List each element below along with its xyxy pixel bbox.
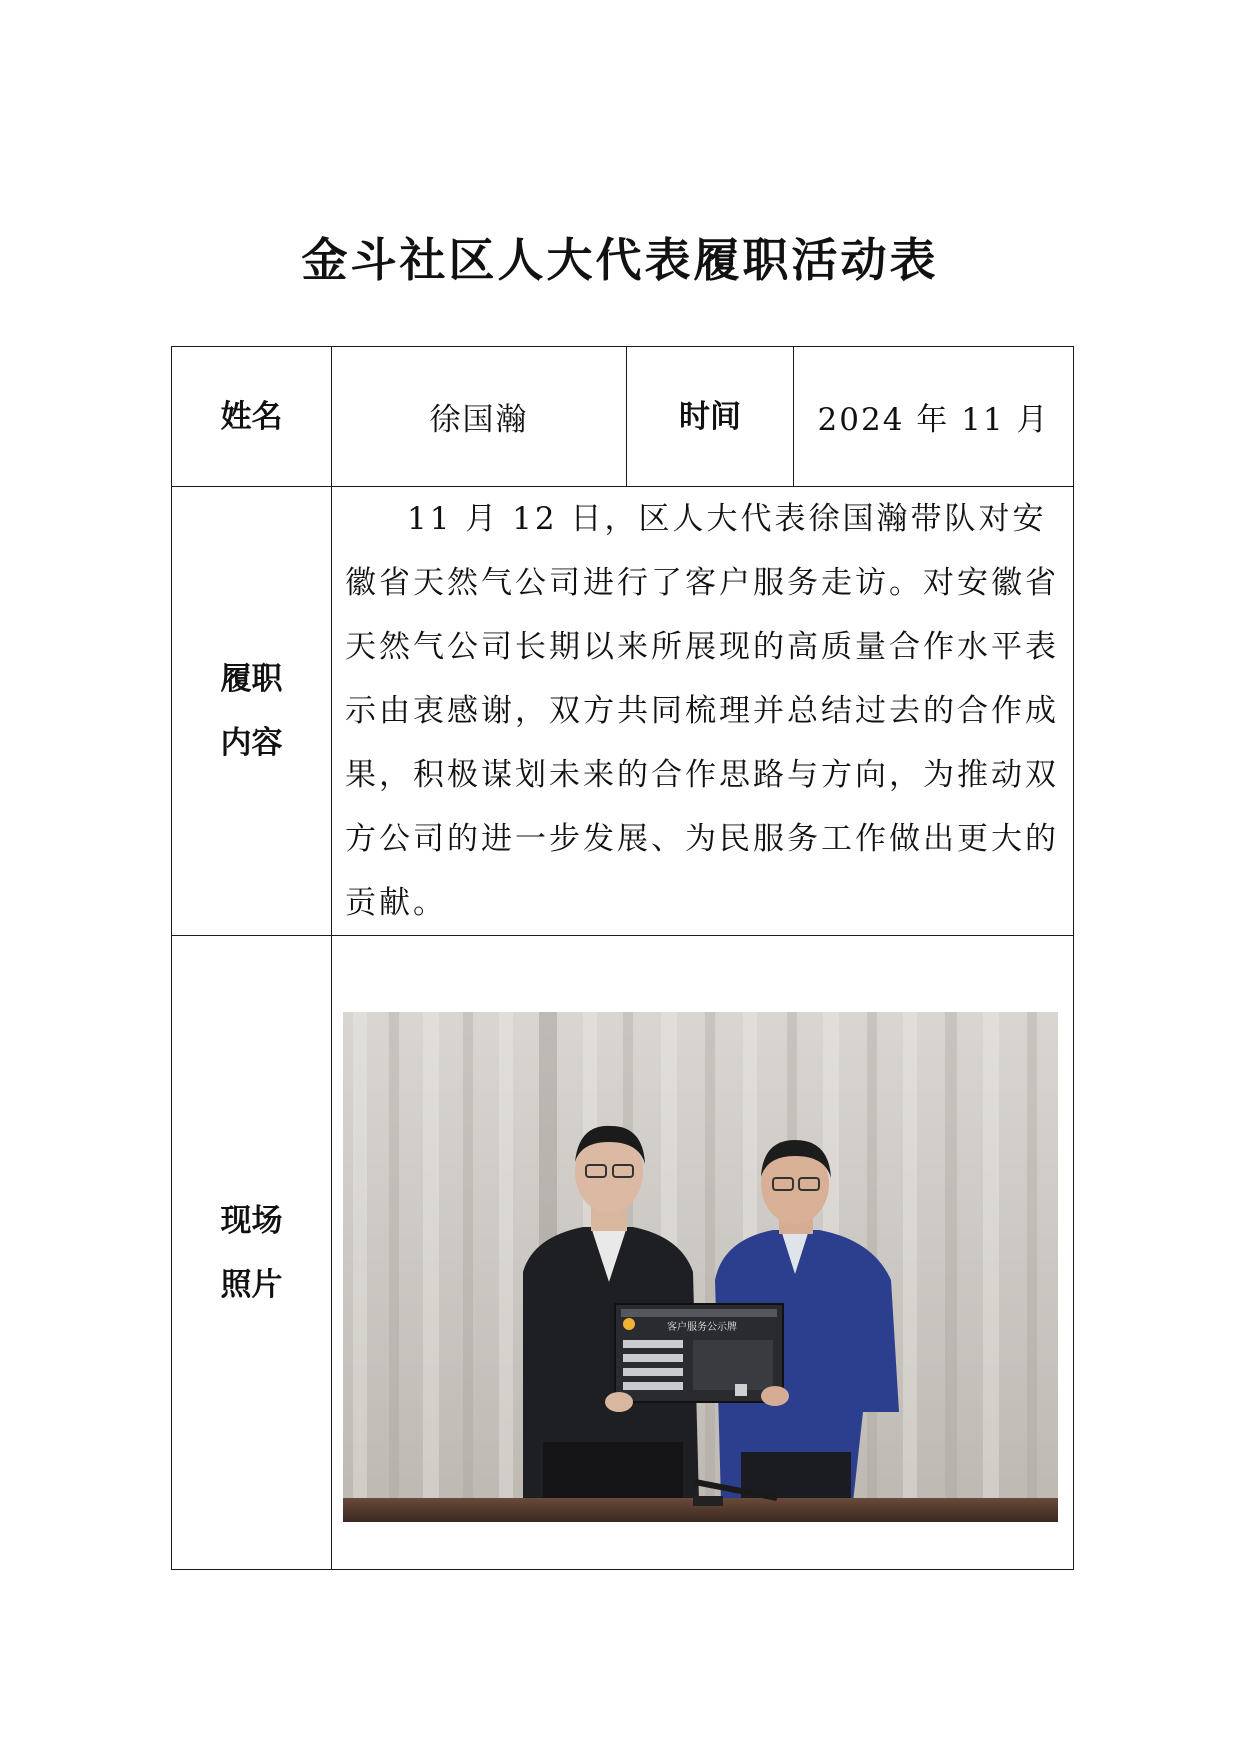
hand-left <box>605 1392 633 1412</box>
duty-content-text: 11 月 12 日，区人大代表徐国瀚带队对安徽省天然气公司进行了客户服务走访。对安徽省天然气公司长期以来所展现的高质量合作水平表示由衷感谢，双方共同梳理并总结过去的合作成果，积极谋划未来的合作思路与方向，为推动双方公司的进一步发展、为民服务工作做出更大的贡献。 <box>345 501 1059 921</box>
site-photo <box>343 1012 1058 1522</box>
time-label-cell <box>627 347 794 487</box>
name-value-cell <box>332 347 627 487</box>
duty-content-cell <box>332 487 1074 936</box>
photo-label-line2: 照片 <box>220 1266 283 1303</box>
photo-label-line1: 现场 <box>220 1202 283 1239</box>
time-value: 2024 年 11 月 <box>817 402 1050 438</box>
activity-form-table <box>171 346 1074 1570</box>
photo-label-cell <box>172 936 332 1570</box>
time-label: 时间 <box>679 398 741 435</box>
duty-label-line1: 履职 <box>220 661 283 697</box>
name-label-cell <box>172 347 332 487</box>
name-value: 徐国瀚 <box>429 402 529 438</box>
hand-right <box>761 1386 789 1406</box>
microphone-base <box>693 1496 723 1506</box>
photo-row <box>172 936 1074 1570</box>
plaque-heading: 客户服务公示牌 <box>667 1322 737 1333</box>
duty-row <box>172 487 1074 936</box>
site-photo-illustration <box>343 1012 1058 1522</box>
photo-cell <box>332 936 1074 1570</box>
header-row <box>172 347 1074 487</box>
name-label: 姓名 <box>220 398 283 435</box>
service-plaque <box>615 1304 783 1402</box>
duty-label-cell <box>172 487 332 936</box>
time-value-cell <box>794 347 1074 487</box>
duty-label-line2: 内容 <box>220 725 283 761</box>
page-title: 金斗社区人大代表履职活动表 <box>301 233 939 287</box>
